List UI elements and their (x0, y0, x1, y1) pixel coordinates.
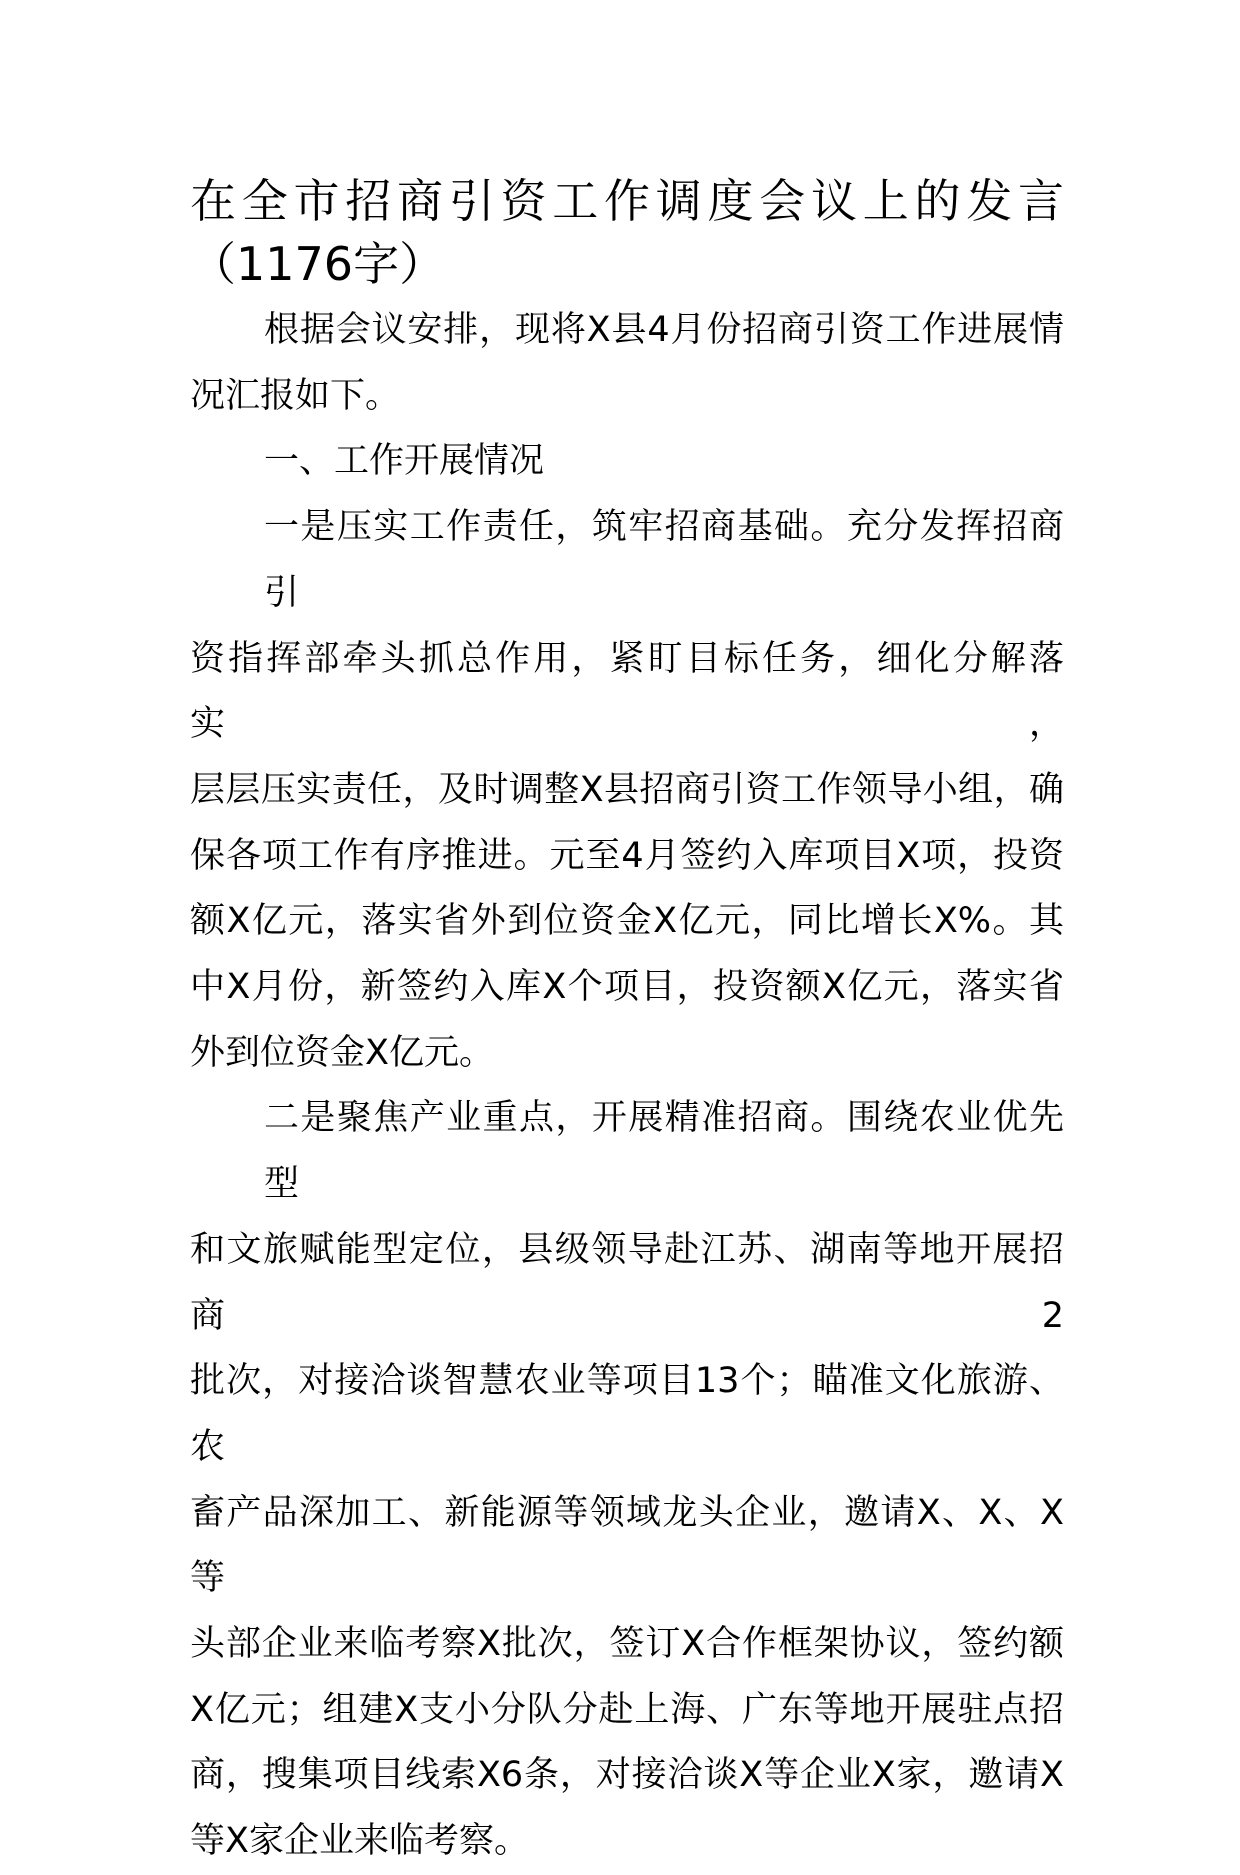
title-line: 在全市招商引资工作调度会议上的发言 (190, 174, 1064, 228)
text-line: 额X亿元，落实省外到位资金X亿元，同比增长X%。其 (190, 901, 1064, 942)
text-line: 保各项工作有序推进。元至4月签约入库项目X项，投资 (190, 835, 1064, 876)
text-line: 资指挥部牵头抓总作用，紧盯目标任务，细化分解落实， (190, 638, 1064, 745)
paragraph-responsibility (190, 495, 1064, 1086)
text-line: X亿元；组建X支小分队分赴上海、广东等地开展驻点招 (190, 1689, 1064, 1730)
text-line: 畜产品深加工、新能源等领域龙头企业，邀请X、X、X等 (190, 1492, 1064, 1599)
heading-text: 一、工作开展情况 (264, 441, 545, 482)
text-line: 头部企业来临考察X批次，签订X合作框架协议，签约额 (190, 1624, 1064, 1665)
paragraph-industry-focus (190, 1086, 1064, 1874)
section-heading (190, 429, 1064, 495)
paragraph-intro (190, 298, 1064, 429)
document-title (190, 170, 1064, 296)
text-line: 等X家企业来临考察。 (190, 1821, 529, 1862)
text-line: 外到位资金X亿元。 (190, 1032, 494, 1073)
text-line: 商，搜集项目线索X6条，对接洽谈X等企业X家，邀请X (190, 1755, 1064, 1796)
text-line: 二是聚焦产业重点，开展精准招商。围绕农业优先型 (264, 1098, 1064, 1205)
text-line: 层层压实责任，及时调整X县招商引资工作领导小组，确 (190, 769, 1064, 810)
title-word-count: （1176字） (190, 237, 446, 291)
text-line: 批次，对接洽谈智慧农业等项目13个；瞄准文化旅游、农 (190, 1361, 1064, 1467)
document-body (190, 298, 1064, 1875)
text-line: 中X月份，新签约入库X个项目，投资额X亿元，落实省 (190, 967, 1064, 1008)
text-line: 根据会议安排，现将X县4月份招商引资工作进展情 (264, 310, 1064, 350)
text-line: 况汇报如下。 (190, 375, 401, 416)
text-line: 和文旅赋能型定位，县级领导赴江苏、湖南等地开展招商2 (190, 1229, 1064, 1336)
text-line: 一是压实工作责任，筑牢招商基础。充分发挥招商引 (264, 507, 1064, 613)
